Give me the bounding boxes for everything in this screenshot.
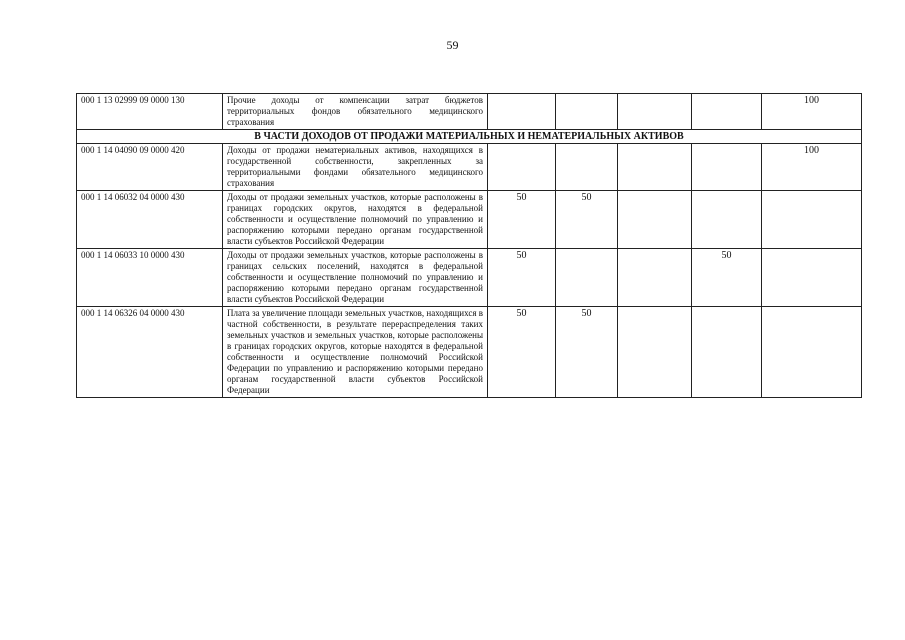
percentage-cell (618, 307, 692, 398)
table-row (77, 191, 862, 249)
percentage-cell: 50 (556, 191, 618, 249)
revenue-code: 000 1 13 02999 09 0000 130 (77, 94, 223, 130)
table-row (77, 94, 862, 130)
percentage-cell: 50 (692, 249, 762, 307)
percentage-cell (762, 191, 862, 249)
table-row (77, 144, 862, 191)
percentage-cell (618, 144, 692, 191)
percentage-cell (692, 307, 762, 398)
percentage-cell (692, 94, 762, 130)
percentage-cell (556, 249, 618, 307)
section-heading: В ЧАСТИ ДОХОДОВ ОТ ПРОДАЖИ МАТЕРИАЛЬНЫХ И НЕМАТЕРИАЛЬНЫХ АКТИВОВ (77, 130, 862, 144)
page-number: 59 (446, 38, 459, 52)
percentage-cell: 50 (488, 307, 556, 398)
percentage-cell (556, 94, 618, 130)
percentage-cell: 100 (762, 94, 862, 130)
table-row (77, 307, 862, 398)
budget-revenue-table (76, 93, 862, 398)
percentage-cell (692, 191, 762, 249)
percentage-cell: 50 (488, 191, 556, 249)
section-row-group (77, 130, 862, 144)
section-heading-row (77, 130, 862, 144)
percentage-cell (618, 94, 692, 130)
percentage-cell (488, 94, 556, 130)
table-rows-after (77, 144, 862, 398)
percentage-cell (488, 144, 556, 191)
revenue-description: Доходы от продажи нематериальных активов, находящихся в государственной собственности, закрепленных за территориальными фондами обязательного медицинского страхования (223, 144, 488, 191)
revenue-code: 000 1 14 04090 09 0000 420 (77, 144, 223, 191)
percentage-cell (556, 144, 618, 191)
table-rows-before (77, 94, 862, 130)
table-row (77, 249, 862, 307)
revenue-code: 000 1 14 06032 04 0000 430 (77, 191, 223, 249)
revenue-description: Прочие доходы от компенсации затрат бюджетов территориальных фондов обязательного медицинского страхования (223, 94, 488, 130)
percentage-cell (692, 144, 762, 191)
percentage-cell: 50 (556, 307, 618, 398)
revenue-code: 000 1 14 06033 10 0000 430 (77, 249, 223, 307)
percentage-cell (762, 307, 862, 398)
revenue-description: Доходы от продажи земельных участков, которые расположены в границах сельских поселений, находятся в федеральной собственности и осуществление полномочий по управлению и распоряжению которыми передано органам государственной власти субъектов Российской Федерации (223, 249, 488, 307)
revenue-description: Плата за увеличение площади земельных участков, находящихся в частной собственности, в результате перераспределения таких земельных участков и земельных участков, которые расположены в границах городских округов, которые находятся в федеральной собственности и осуществление полномочий Российской Федерации по управлению и распоряжению которыми передано органам государственной власти субъектов Российской Федерации (223, 307, 488, 398)
revenue-description: Доходы от продажи земельных участков, которые расположены в границах городских округов, находятся в федеральной собственности и осуществление полномочий по управлению и распоряжению которыми передано органам государственной власти субъектов Российской Федерации (223, 191, 488, 249)
percentage-cell (618, 249, 692, 307)
percentage-cell: 100 (762, 144, 862, 191)
percentage-cell (618, 191, 692, 249)
revenue-code: 000 1 14 06326 04 0000 430 (77, 307, 223, 398)
percentage-cell: 50 (488, 249, 556, 307)
percentage-cell (762, 249, 862, 307)
